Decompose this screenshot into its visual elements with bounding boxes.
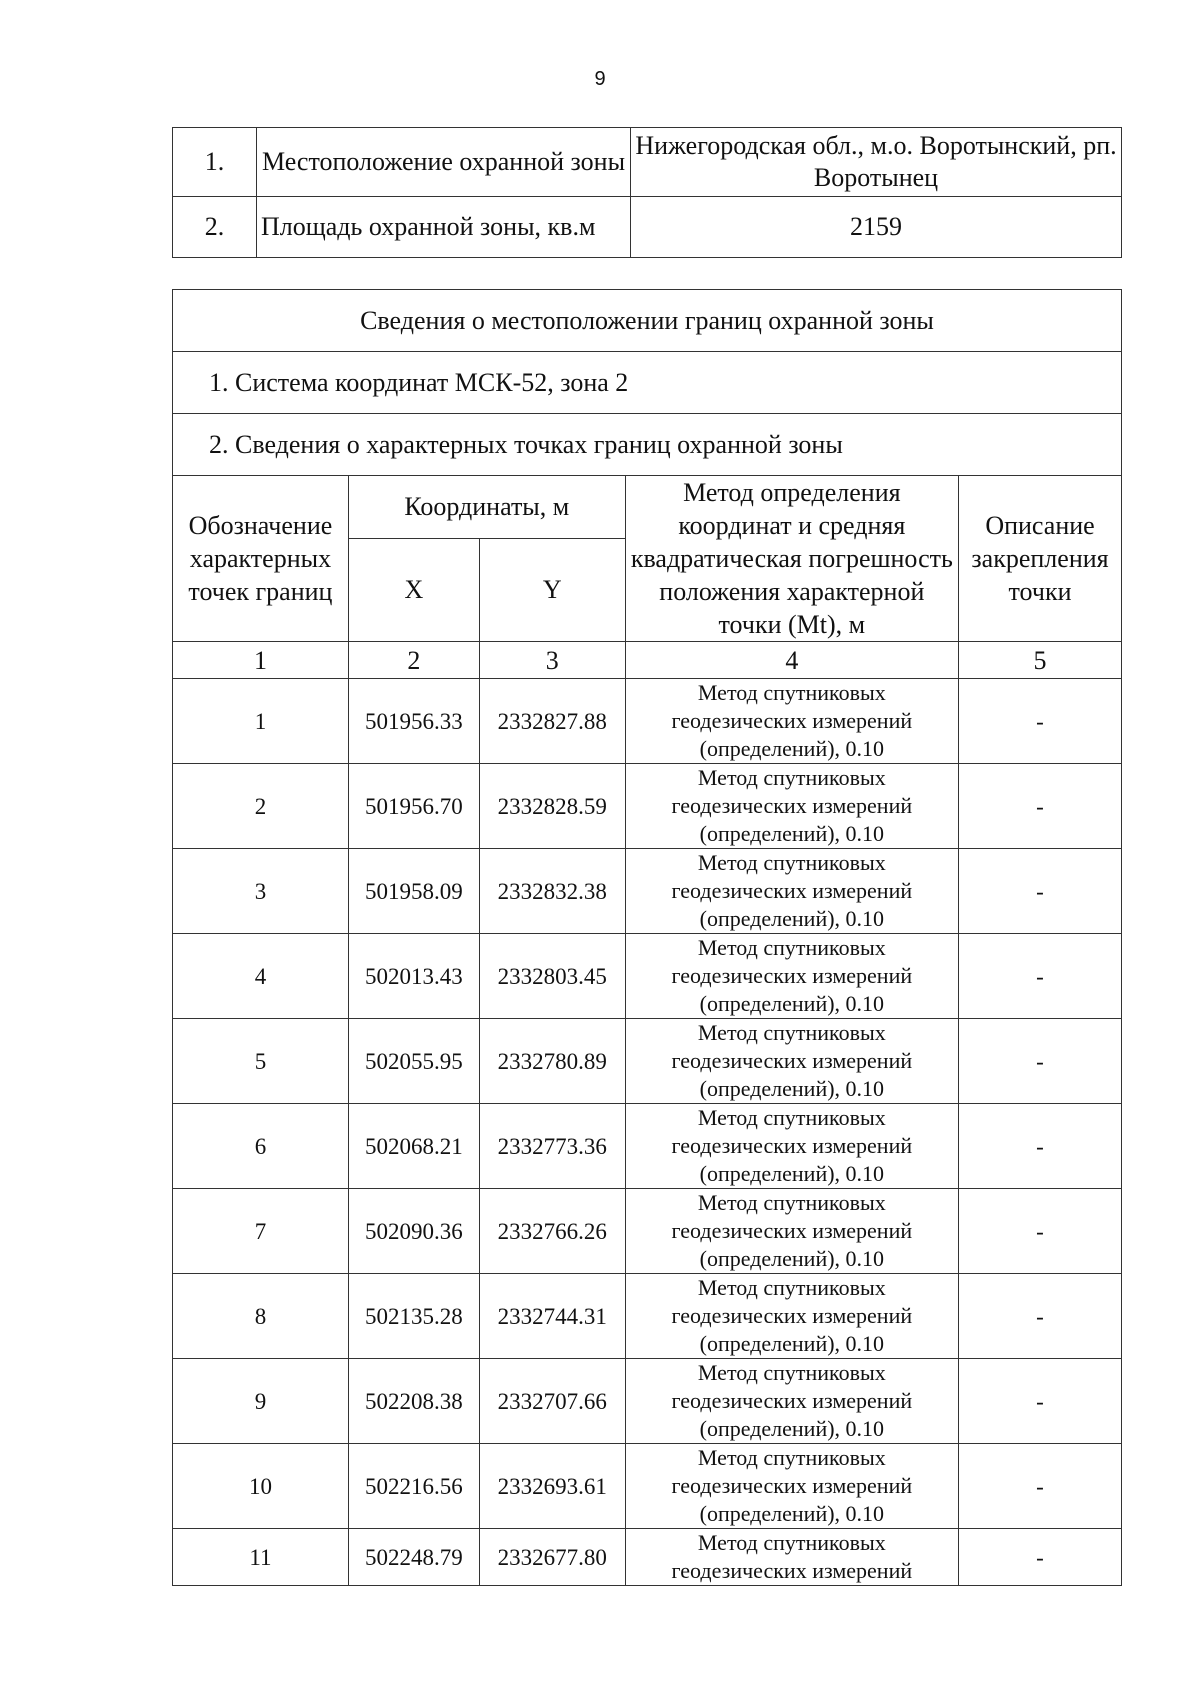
point-y: 2332693.61	[479, 1444, 625, 1529]
point-description: -	[959, 1274, 1122, 1359]
point-description: -	[959, 1104, 1122, 1189]
point-y: 2332832.38	[479, 849, 625, 934]
point-x: 502248.79	[348, 1529, 479, 1586]
point-y: 2332780.89	[479, 1019, 625, 1104]
table-row	[173, 1359, 1122, 1444]
column-number: 4	[625, 642, 958, 679]
point-method: Метод спутниковых геодезических измерений (определений), 0.10	[625, 1104, 958, 1189]
row-label: Местоположение охранной зоны	[257, 128, 631, 197]
table-row	[173, 1104, 1122, 1189]
table-row	[173, 764, 1122, 849]
table-row	[173, 934, 1122, 1019]
point-id: 7	[173, 1189, 349, 1274]
point-y: 2332773.36	[479, 1104, 625, 1189]
table-row	[173, 197, 1122, 258]
points-heading-row	[173, 414, 1122, 476]
row-value: Нижегородская обл., м.о. Воротынский, рп. Воротынец	[631, 128, 1122, 197]
header-x: X	[348, 538, 479, 641]
coordinate-system: 1. Система координат МСК-52, зона 2	[173, 352, 1122, 414]
coordinate-system-row	[173, 352, 1122, 414]
table-row	[173, 1019, 1122, 1104]
table-title-row	[173, 290, 1122, 352]
header-row	[173, 476, 1122, 539]
table-row	[173, 1444, 1122, 1529]
table-row	[173, 1529, 1122, 1586]
point-id: 9	[173, 1359, 349, 1444]
point-id: 3	[173, 849, 349, 934]
point-id: 1	[173, 679, 349, 764]
point-description: -	[959, 849, 1122, 934]
point-description: -	[959, 1019, 1122, 1104]
point-y: 2332744.31	[479, 1274, 625, 1359]
header-designation: Обозначение характерных точек границ	[173, 476, 349, 642]
table-row	[173, 128, 1122, 197]
point-id: 8	[173, 1274, 349, 1359]
point-method: Метод спутниковых геодезических измерений	[625, 1529, 958, 1586]
header-description: Описание закрепления точки	[959, 476, 1122, 642]
point-y: 2332827.88	[479, 679, 625, 764]
table-row	[173, 679, 1122, 764]
point-method: Метод спутниковых геодезических измерений (определений), 0.10	[625, 1019, 958, 1104]
column-number: 3	[479, 642, 625, 679]
zone-info-table	[172, 127, 1122, 258]
point-x: 502208.38	[348, 1359, 479, 1444]
point-id: 2	[173, 764, 349, 849]
point-y: 2332766.26	[479, 1189, 625, 1274]
point-y: 2332707.66	[479, 1359, 625, 1444]
point-description: -	[959, 1444, 1122, 1529]
point-x: 502135.28	[348, 1274, 479, 1359]
point-id: 4	[173, 934, 349, 1019]
point-description: -	[959, 1529, 1122, 1586]
point-description: -	[959, 934, 1122, 1019]
point-x: 502216.56	[348, 1444, 479, 1529]
table-row	[173, 1189, 1122, 1274]
point-method: Метод спутниковых геодезических измерений (определений), 0.10	[625, 1444, 958, 1529]
column-number: 5	[959, 642, 1122, 679]
page-number: 9	[594, 68, 606, 90]
row-number: 1.	[173, 128, 257, 197]
point-id: 6	[173, 1104, 349, 1189]
row-label: Площадь охранной зоны, кв.м	[257, 197, 631, 258]
point-method: Метод спутниковых геодезических измерений (определений), 0.10	[625, 764, 958, 849]
point-x: 502068.21	[348, 1104, 479, 1189]
points-heading: 2. Сведения о характерных точках границ охранной зоны	[173, 414, 1122, 476]
header-method: Метод определения координат и средняя квадратическая погрешность положения характерной точки (Mt), м	[625, 476, 958, 642]
point-description: -	[959, 679, 1122, 764]
point-description: -	[959, 764, 1122, 849]
column-numbers-row	[173, 642, 1122, 679]
row-value: 2159	[631, 197, 1122, 258]
point-description: -	[959, 1189, 1122, 1274]
point-method: Метод спутниковых геодезических измерений (определений), 0.10	[625, 1274, 958, 1359]
point-x: 502055.95	[348, 1019, 479, 1104]
point-method: Метод спутниковых геодезических измерений (определений), 0.10	[625, 849, 958, 934]
point-method: Метод спутниковых геодезических измерений (определений), 0.10	[625, 1359, 958, 1444]
point-y: 2332828.59	[479, 764, 625, 849]
boundary-points-table	[172, 289, 1122, 1586]
point-x: 501956.33	[348, 679, 479, 764]
point-id: 11	[173, 1529, 349, 1586]
table-row	[173, 849, 1122, 934]
column-number: 1	[173, 642, 349, 679]
point-x: 501956.70	[348, 764, 479, 849]
point-y: 2332677.80	[479, 1529, 625, 1586]
point-id: 10	[173, 1444, 349, 1529]
header-coordinates: Координаты, м	[348, 476, 625, 539]
point-id: 5	[173, 1019, 349, 1104]
point-description: -	[959, 1359, 1122, 1444]
point-x: 501958.09	[348, 849, 479, 934]
header-y: Y	[479, 538, 625, 641]
point-x: 502090.36	[348, 1189, 479, 1274]
point-y: 2332803.45	[479, 934, 625, 1019]
point-method: Метод спутниковых геодезических измерений (определений), 0.10	[625, 1189, 958, 1274]
point-method: Метод спутниковых геодезических измерений (определений), 0.10	[625, 934, 958, 1019]
table-row	[173, 1274, 1122, 1359]
point-x: 502013.43	[348, 934, 479, 1019]
column-number: 2	[348, 642, 479, 679]
row-number: 2.	[173, 197, 257, 258]
point-method: Метод спутниковых геодезических измерений (определений), 0.10	[625, 679, 958, 764]
table-title: Сведения о местоположении границ охранной зоны	[173, 290, 1122, 352]
